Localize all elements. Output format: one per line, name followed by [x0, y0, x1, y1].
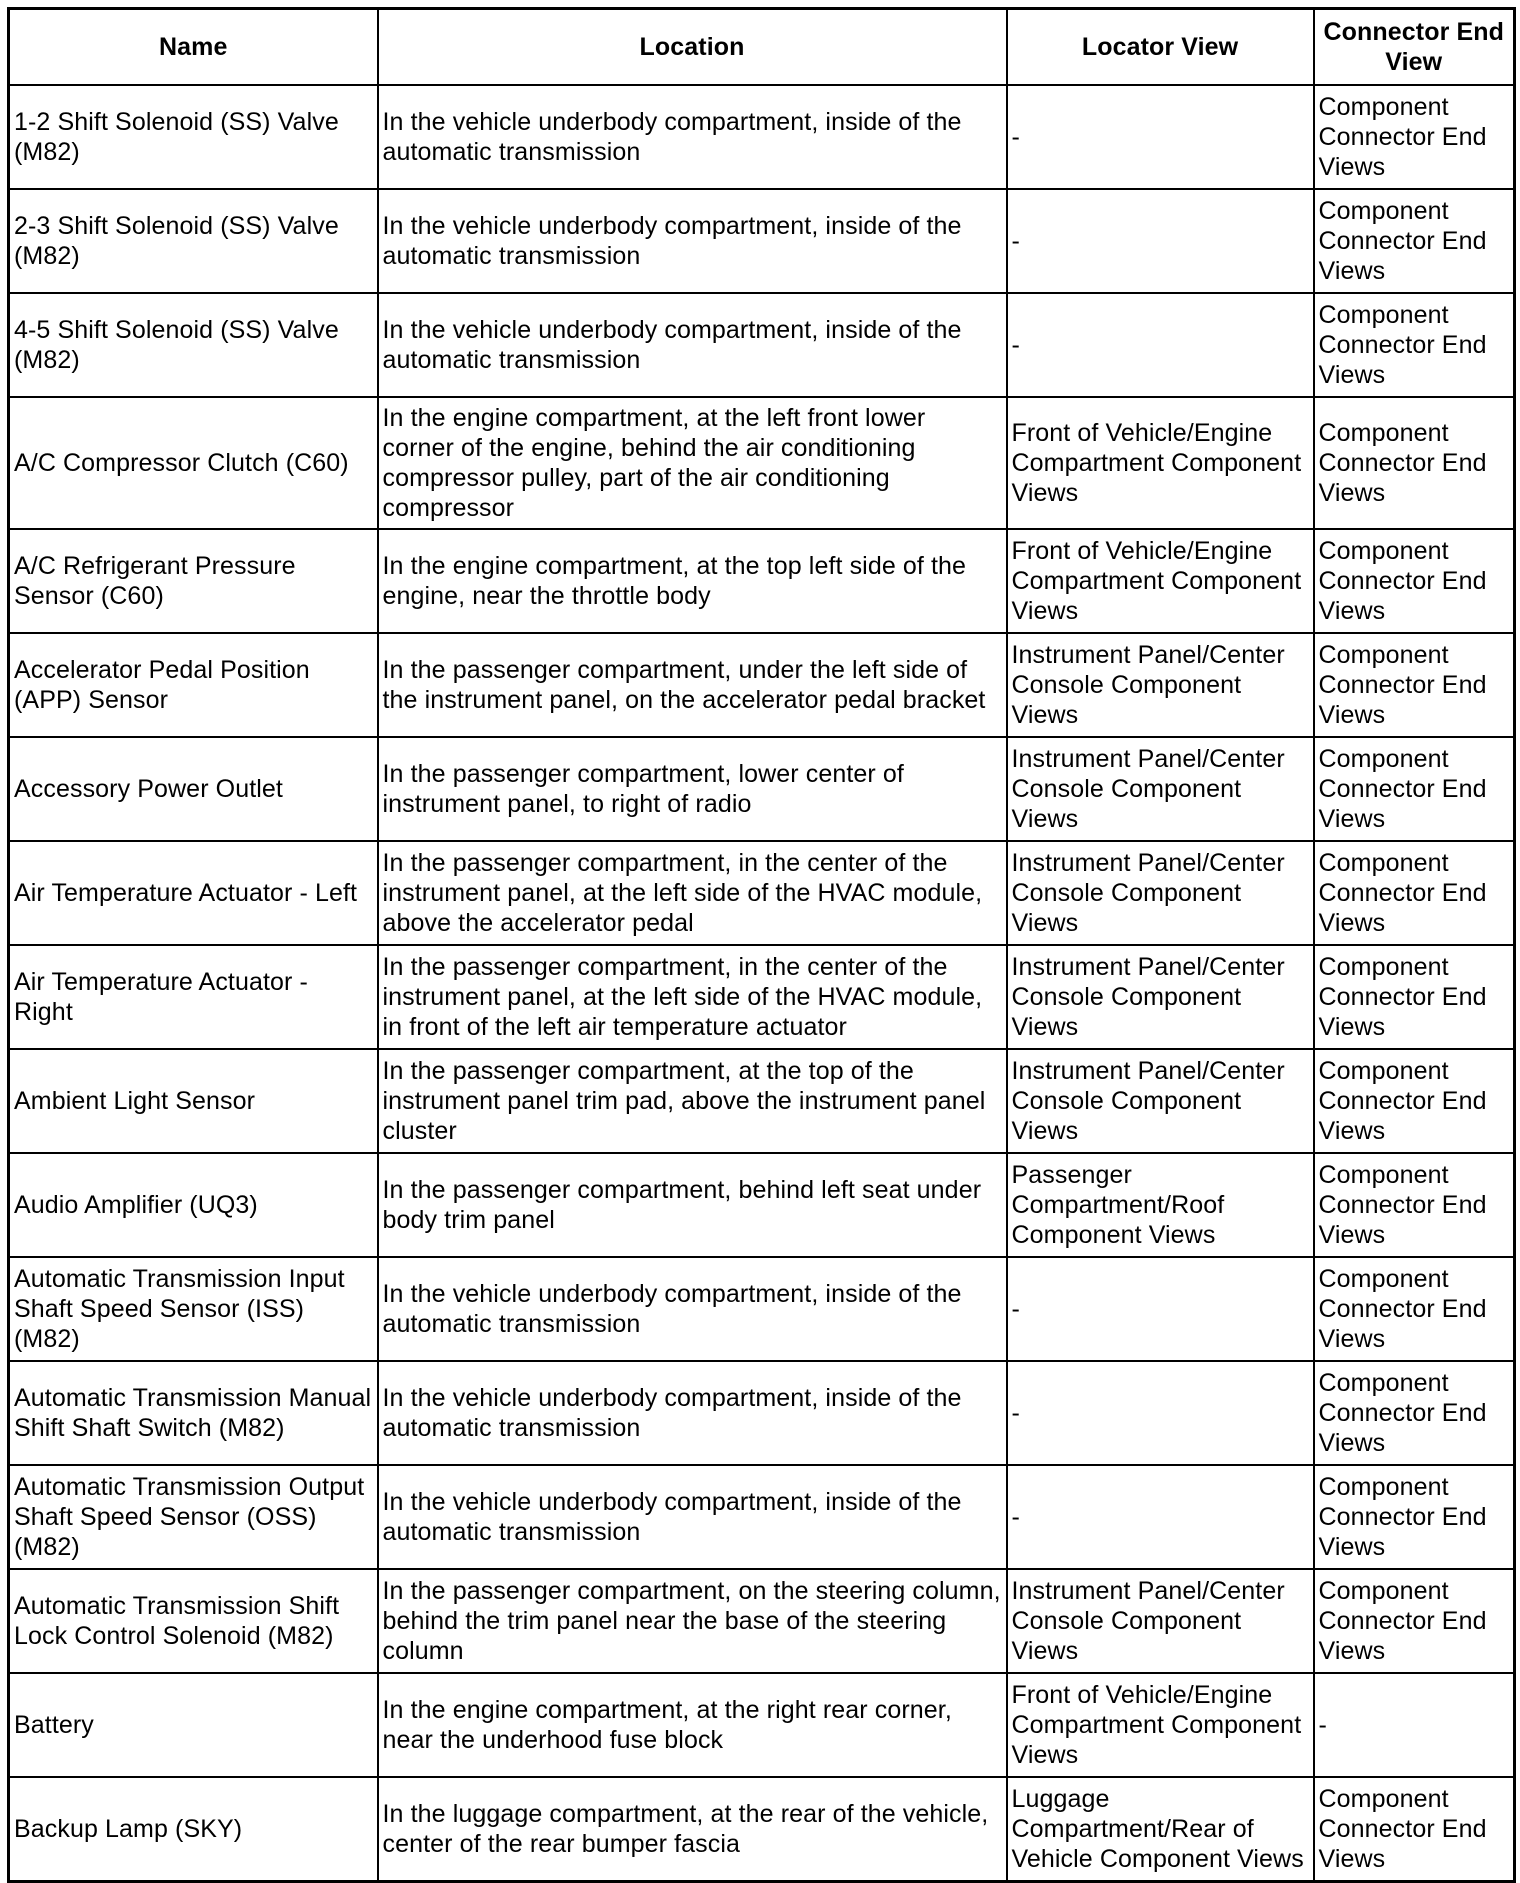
cell-connector-end-view: Component Connector End Views — [1314, 633, 1515, 737]
cell-connector-end-view: Component Connector End Views — [1314, 1569, 1515, 1673]
cell-connector-end-view: Component Connector End Views — [1314, 1153, 1515, 1257]
table-row — [9, 841, 1515, 945]
table-row — [9, 189, 1515, 293]
cell-name: Ambient Light Sensor — [9, 1049, 378, 1153]
cell-locator-view: Instrument Panel/Center Console Component Views — [1007, 841, 1314, 945]
cell-connector-end-view: Component Connector End Views — [1314, 85, 1515, 189]
cell-connector-end-view: Component Connector End Views — [1314, 737, 1515, 841]
table-row — [9, 1569, 1515, 1673]
cell-name: A/C Compressor Clutch (C60) — [9, 397, 378, 529]
cell-name: Air Temperature Actuator - Left — [9, 841, 378, 945]
cell-name: Automatic Transmission Output Shaft Speed Sensor (OSS) (M82) — [9, 1465, 378, 1569]
cell-location: In the passenger compartment, in the center of the instrument panel, at the left side of the HVAC module, above the accelerator pedal — [378, 841, 1007, 945]
cell-connector-end-view: Component Connector End Views — [1314, 1777, 1515, 1882]
table-row — [9, 293, 1515, 397]
table-header-row — [9, 9, 1515, 86]
cell-name: Air Temperature Actuator - Right — [9, 945, 378, 1049]
cell-locator-view: Passenger Compartment/Roof Component Views — [1007, 1153, 1314, 1257]
cell-location: In the vehicle underbody compartment, inside of the automatic transmission — [378, 293, 1007, 397]
cell-connector-end-view: Component Connector End Views — [1314, 1257, 1515, 1361]
cell-name: Accessory Power Outlet — [9, 737, 378, 841]
table-row — [9, 1673, 1515, 1777]
cell-connector-end-view: - — [1314, 1673, 1515, 1777]
cell-connector-end-view: Component Connector End Views — [1314, 293, 1515, 397]
cell-location: In the engine compartment, at the top left side of the engine, near the throttle body — [378, 529, 1007, 633]
cell-location: In the passenger compartment, at the top of the instrument panel trim pad, above the instrument panel cluster — [378, 1049, 1007, 1153]
cell-connector-end-view: Component Connector End Views — [1314, 945, 1515, 1049]
table-row — [9, 737, 1515, 841]
cell-locator-view: - — [1007, 1361, 1314, 1465]
cell-location: In the passenger compartment, on the steering column, behind the trim panel near the base of the steering column — [378, 1569, 1007, 1673]
header-connector-end-view: Connector End View — [1314, 9, 1515, 86]
cell-name: Accelerator Pedal Position (APP) Sensor — [9, 633, 378, 737]
cell-connector-end-view: Component Connector End Views — [1314, 1361, 1515, 1465]
table-row — [9, 1257, 1515, 1361]
cell-locator-view: - — [1007, 1257, 1314, 1361]
cell-locator-view: - — [1007, 85, 1314, 189]
cell-name: Backup Lamp (SKY) — [9, 1777, 378, 1882]
cell-location: In the engine compartment, at the left front lower corner of the engine, behind the air conditioning compressor pulley, part of the air conditioning compressor — [378, 397, 1007, 529]
cell-connector-end-view: Component Connector End Views — [1314, 529, 1515, 633]
cell-connector-end-view: Component Connector End Views — [1314, 1049, 1515, 1153]
cell-locator-view: Luggage Compartment/Rear of Vehicle Component Views — [1007, 1777, 1314, 1882]
cell-locator-view: - — [1007, 189, 1314, 293]
header-location: Location — [378, 9, 1007, 86]
cell-locator-view: - — [1007, 293, 1314, 397]
cell-location: In the luggage compartment, at the rear of the vehicle, center of the rear bumper fascia — [378, 1777, 1007, 1882]
table-row — [9, 633, 1515, 737]
cell-name: Audio Amplifier (UQ3) — [9, 1153, 378, 1257]
cell-name: Automatic Transmission Shift Lock Control Solenoid (M82) — [9, 1569, 378, 1673]
table-row — [9, 1153, 1515, 1257]
table-row — [9, 1777, 1515, 1882]
table-row — [9, 85, 1515, 189]
cell-name: Battery — [9, 1673, 378, 1777]
cell-locator-view: Instrument Panel/Center Console Component Views — [1007, 1049, 1314, 1153]
cell-connector-end-view: Component Connector End Views — [1314, 1465, 1515, 1569]
table-row — [9, 529, 1515, 633]
cell-locator-view: Instrument Panel/Center Console Component Views — [1007, 633, 1314, 737]
cell-locator-view: Instrument Panel/Center Console Component Views — [1007, 1569, 1314, 1673]
cell-name: A/C Refrigerant Pressure Sensor (C60) — [9, 529, 378, 633]
header-name: Name — [9, 9, 378, 86]
cell-locator-view: Front of Vehicle/Engine Compartment Component Views — [1007, 397, 1314, 529]
cell-location: In the vehicle underbody compartment, inside of the automatic transmission — [378, 189, 1007, 293]
table-row — [9, 1465, 1515, 1569]
cell-location: In the passenger compartment, behind left seat under body trim panel — [378, 1153, 1007, 1257]
cell-locator-view: Front of Vehicle/Engine Compartment Component Views — [1007, 1673, 1314, 1777]
cell-locator-view: Instrument Panel/Center Console Component Views — [1007, 945, 1314, 1049]
cell-location: In the vehicle underbody compartment, inside of the automatic transmission — [378, 85, 1007, 189]
cell-location: In the passenger compartment, in the center of the instrument panel, at the left side of the HVAC module, in front of the left air temperature actuator — [378, 945, 1007, 1049]
cell-name: 2-3 Shift Solenoid (SS) Valve (M82) — [9, 189, 378, 293]
cell-location: In the vehicle underbody compartment, inside of the automatic transmission — [378, 1361, 1007, 1465]
cell-locator-view: - — [1007, 1465, 1314, 1569]
cell-locator-view: Instrument Panel/Center Console Component Views — [1007, 737, 1314, 841]
table-row — [9, 945, 1515, 1049]
header-locator-view: Locator View — [1007, 9, 1314, 86]
cell-name: Automatic Transmission Input Shaft Speed Sensor (ISS) (M82) — [9, 1257, 378, 1361]
cell-location: In the passenger compartment, lower center of instrument panel, to right of radio — [378, 737, 1007, 841]
component-location-table — [7, 7, 1516, 1883]
cell-location: In the passenger compartment, under the left side of the instrument panel, on the accelerator pedal bracket — [378, 633, 1007, 737]
cell-connector-end-view: Component Connector End Views — [1314, 397, 1515, 529]
table-row — [9, 1049, 1515, 1153]
cell-location: In the engine compartment, at the right rear corner, near the underhood fuse block — [378, 1673, 1007, 1777]
cell-location: In the vehicle underbody compartment, inside of the automatic transmission — [378, 1465, 1007, 1569]
cell-connector-end-view: Component Connector End Views — [1314, 189, 1515, 293]
cell-name: Automatic Transmission Manual Shift Shaft Switch (M82) — [9, 1361, 378, 1465]
cell-locator-view: Front of Vehicle/Engine Compartment Component Views — [1007, 529, 1314, 633]
cell-name: 1-2 Shift Solenoid (SS) Valve (M82) — [9, 85, 378, 189]
table-row — [9, 1361, 1515, 1465]
cell-location: In the vehicle underbody compartment, inside of the automatic transmission — [378, 1257, 1007, 1361]
cell-name: 4-5 Shift Solenoid (SS) Valve (M82) — [9, 293, 378, 397]
table-row — [9, 397, 1515, 529]
cell-connector-end-view: Component Connector End Views — [1314, 841, 1515, 945]
